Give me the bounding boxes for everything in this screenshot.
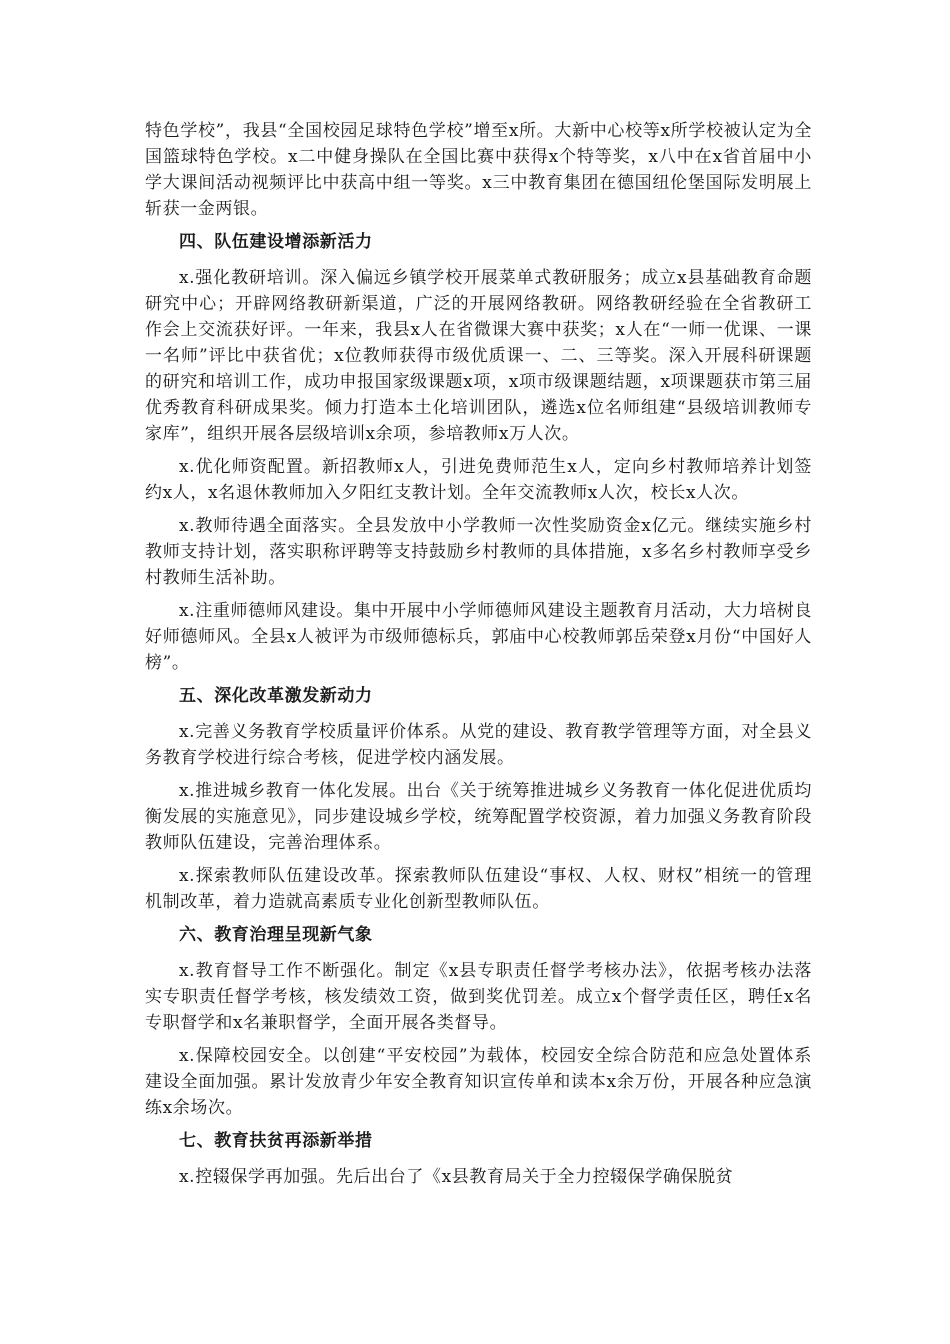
section-heading-7: 七、教育扶贫再添新举措 <box>179 1131 373 1151</box>
section-heading-4: 四、队伍建设增添新活力 <box>179 232 373 252</box>
section-heading-6: 六、教育治理呈现新气象 <box>179 925 373 945</box>
section-heading-5: 五、深化改革激发新动力 <box>179 686 373 706</box>
paragraph-urban-rural: x.推进城乡教育一体化发展。出台《关于统筹推进城乡义务教育一体化促进优质均衡发展的实施意见》，同步建设城乡学校，统筹配置学校资源，着力加强义务教育阶段教师队伍建设，完善治理体系。 <box>145 781 812 853</box>
paragraph-campus-safety: x.保障校园安全。以创建“平安校园”为载体，校园安全综合防范和应急处置体系建设全面加强。累计发放青少年安全教育知识宣传单和读本x余万份，开展各种应急演练x余场次。 <box>145 1046 812 1118</box>
paragraph-dropout-control: x.控辍保学再加强。先后出台了《x县教育局关于全力控辍保学确保脱贫 <box>179 1167 734 1187</box>
paragraph-quality-evaluation: x.完善义务教育学校质量评价体系。从党的建设、教育教学管理等方面，对全县义务教育学校进行综合考核，促进学校内涵发展。 <box>145 722 812 768</box>
paragraph-supervision: x.教育督导工作不断强化。制定《x县专职责任督学考核办法》，依据考核办法落实专职责任督学考核，核发绩效工资，做到奖优罚差。成立x个督学责任区，聘任x名专职督学和x名兼职督学，全面开展各类督导。 <box>145 961 812 1033</box>
paragraph-intro: 特色学校”，我县“全国校园足球特色学校”增至x所。大新中心校等x所学校被认定为全国篮球特色学校。x二中健身操队在全国比赛中获得x个特等奖，x八中在x省首届中小学大课间活动视频评比中获高中组一等奖。x三中教育集团在德国纽伦堡国际发明展上斩获一金两银。 <box>145 121 812 219</box>
paragraph-teaching-research: x.强化教研培训。深入偏远乡镇学校开展菜单式教研服务；成立x县基础教育命题研究中心；开辟网络教研新渠道，广泛的开展网络教研。网络教研经验在全省教研工作会上交流获好评。一年来，我县x人在省微课大赛中获奖；x人在“一师一优课、一课一名师”评比中获省优；x位教师获得市级优质课一、二、三等奖。深入开展科研课题的研究和培训工作，成功申报国家级课题x项，x项市级课题结题，x项课题获市第三届优秀教育科研成果奖。倾力打造本土化培训团队，遴选x位名师组建“县级培训教师专家库”，组织开展各层级培训x余项，参培教师x万人次。 <box>145 268 812 444</box>
paragraph-staff-reform: x.探索教师队伍建设改革。探索教师队伍建设“事权、人权、财权”相统一的管理机制改革，着力造就高素质专业化创新型教师队伍。 <box>145 866 812 912</box>
paragraph-teacher-benefits: x.教师待遇全面落实。全县发放中小学教师一次性奖励资金x亿元。继续实施乡村教师支持计划，落实职称评聘等支持鼓励乡村教师的具体措施，x多名乡村教师享受乡村教师生活补助。 <box>145 516 812 588</box>
paragraph-staff-allocation: x.优化师资配置。新招教师x人，引进免费师范生x人，定向乡村教师培养计划签约x人，x名退休教师加入夕阳红支教计划。全年交流教师x人次，校长x人次。 <box>145 457 812 503</box>
paragraph-teacher-ethics: x.注重师德师风建设。集中开展中小学师德师风建设主题教育月活动，大力培树良好师德师风。全县x人被评为市级师德标兵，郭庙中心校教师郭岳荣登x月份“中国好人榜”。 <box>145 601 812 673</box>
